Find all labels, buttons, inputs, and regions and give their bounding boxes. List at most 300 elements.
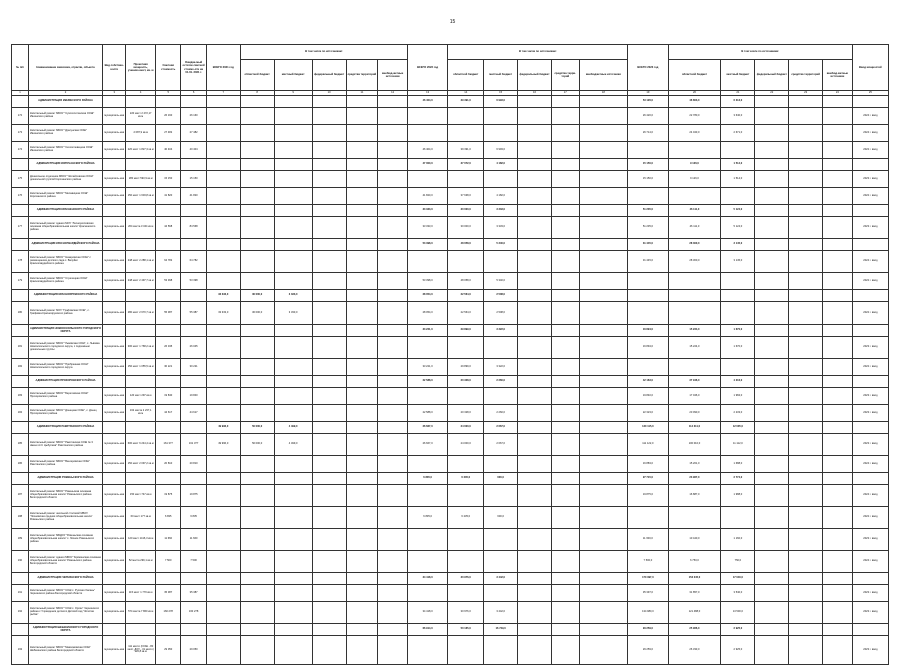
cell-local-2021 [274,573,312,585]
cell-territory-2021 [346,485,378,507]
cell-local-2023 [721,507,755,529]
cell-remaining-cost: 20 810 [181,456,206,473]
col-header-16: федеральный бюджет [518,60,552,91]
cell-local-2022: 4 182,0 [484,188,518,205]
cell-estimated-cost [156,473,181,485]
cell-ownership: муниципаль-ная [103,434,126,456]
cell-commissioning [852,325,888,337]
section-row [12,376,889,388]
cell-ownership: муниципаль-ная [103,602,126,624]
cell-total-2022: 26 667,0 [408,434,448,456]
cell-row-number: 193 [12,636,29,665]
cell-capacity: 115 мест 1 770 кв.м [126,585,156,602]
cell-federal-2021 [312,302,346,325]
cell-capacity [126,573,156,585]
cell-federal-2023 [755,217,789,239]
cell-commissioning: 2023 г. ввод [852,171,888,188]
cell-local-2021: 3 333,0 [274,302,312,325]
cell-regional-2022 [448,388,484,405]
cell-commissioning [852,573,888,585]
cell-regional-2023: 16 887,0 [668,485,721,507]
cell-estimated-cost: 15 150 [156,171,181,188]
cell-federal-2023 [755,205,789,217]
cell-row-number [12,624,29,636]
cell-regional-2022 [448,529,484,551]
section-row [12,239,889,251]
cell-row-number: 184 [12,405,29,422]
column-number: 1 [12,91,29,96]
cell-local-2021: 4 499,0 [274,434,312,456]
cell-commissioning: 2024 г. ввод [852,125,888,142]
cell-regional-2021 [240,159,274,171]
cell-local-2021 [274,529,312,551]
cell-regional-2023: 28 300,0 [668,239,721,251]
cell-territory-2021 [346,205,378,217]
cell-ownership: муниципаль-ная [103,388,126,405]
cell-local-2023: 2 671,0 [721,125,755,142]
cell-remaining-cost [181,96,206,108]
cell-regional-2023: 24 043,0 [668,125,721,142]
cell-local-2022: 600,0 [484,507,518,529]
cell-federal-2021 [312,239,346,251]
cell-territory-2022 [551,273,579,290]
cell-commissioning: 2024 г. ввод [852,251,888,273]
cell-territory-2023 [789,602,823,624]
cell-remaining-cost: 84 568 [181,217,206,239]
cell-estimated-cost: 27 482 [156,125,181,142]
cell-territory-2022 [551,142,579,159]
cell-row-number: 174 [12,142,29,159]
cell-regional-2023: 15 224,0 [668,337,721,359]
cell-regional-2021 [240,376,274,388]
cell-local-2023: 1 988,0 [721,485,755,507]
cell-regional-2022: 37 072,0 [448,159,484,171]
cell-federal-2021 [312,473,346,485]
cell-total-2023: 11 600,0 [628,529,668,551]
cell-total-2023: 7 500,0 [628,551,668,573]
cell-estimated-cost: 55 387 [156,302,181,325]
cell-object-name: АДМИНИСТРАЦИЯ РОВЕНЬСКОГО РАЙОНА [28,473,102,485]
table-row [12,359,889,376]
cell-capacity: 150 мест 747 кв.м [126,485,156,507]
cell-federal-2021 [312,217,346,239]
cell-total-2022 [408,456,448,473]
cell-ownership [103,624,126,636]
col-header-9: местный бюджет [274,60,312,91]
cell-estimated-cost: 26 160 [156,108,181,125]
cell-object-name: Капитальный ремонт МБОУ "Мелавицкая ООШ" Корочанского района [28,188,102,205]
cell-federal-2023 [755,573,789,585]
cell-commissioning [852,473,888,485]
table-row [12,551,889,573]
cell-local-2022: 2 508,0 [484,290,518,302]
table-row [12,456,889,473]
cell-local-2021 [274,359,312,376]
cell-territory-2022 [551,602,579,624]
cell-estimated-cost [156,205,181,217]
cell-extrabudget-2022 [579,337,628,359]
cell-total-2023: 26 420,0 [628,108,668,125]
cell-territory-2022 [551,376,579,388]
cell-local-2021 [274,171,312,188]
cell-capacity [126,624,156,636]
cell-extrabudget-2021 [378,159,408,171]
cell-territory-2021 [346,239,378,251]
cell-extrabudget-2021 [378,217,408,239]
cell-total-2021: 49 996,0 [206,434,240,456]
cell-regional-2022 [448,337,484,359]
cell-ownership: муниципаль-ная [103,171,126,188]
cell-territory-2023 [789,171,823,188]
cell-federal-2021 [312,376,346,388]
cell-total-2021 [206,217,240,239]
cell-regional-2021 [240,602,274,624]
column-number: 18 [579,91,628,96]
cell-remaining-cost: 55 387 [181,302,206,325]
cell-federal-2022 [518,485,552,507]
cell-territory-2021 [346,422,378,434]
column-number: 12 [378,91,408,96]
cell-commissioning: 2022 г. ввод [852,142,888,159]
cell-local-2023: 4 216,0 [721,376,755,388]
cell-regional-2022 [448,251,484,273]
cell-object-name: АДМИНИСТРАЦИЯ КОРОЧАНСКОГО РАЙОНА [28,159,102,171]
cell-total-2023 [628,507,668,529]
cell-remaining-cost: 19 875 [181,485,206,507]
cell-commissioning [852,290,888,302]
cell-total-2021 [206,171,240,188]
cell-total-2021: 33 333,0 [206,302,240,325]
cell-estimated-cost: 30 221 [156,359,181,376]
cell-ownership: муниципаль-ная [103,529,126,551]
cell-total-2022: 33 333,0 [408,205,448,217]
cell-remaining-cost [181,325,206,337]
cell-total-2021 [206,239,240,251]
cell-federal-2021 [312,290,346,302]
cell-remaining-cost: 40 404 [181,142,206,159]
cell-total-2023: 26 714,0 [628,125,668,142]
cell-territory-2021 [346,108,378,125]
cell-local-2023: 3 145,0 [721,251,755,273]
cell-object-name: Капитальный ремонт МБОУ "Донецкая ООШ", с. Донец Прохоровского района [28,405,102,422]
cell-regional-2023: 28 300,0 [668,251,721,273]
cell-federal-2021 [312,251,346,273]
cell-federal-2022 [518,302,552,325]
cell-local-2022: 3 322,0 [484,359,518,376]
cell-capacity: 220 мест 1 827,3 кв.м [126,142,156,159]
cell-extrabudget-2021 [378,473,408,485]
cell-object-name: Капитальный ремонт МБОУ "Ракитянская СОШ № 3 имени А.И. Цыбулева" Ракитянского района [28,434,102,456]
cell-extrabudget-2021 [378,456,408,473]
cell-regional-2023: 9 126,0 [668,171,721,188]
cell-territory-2021 [346,171,378,188]
cell-extrabudget-2022 [579,405,628,422]
cell-commissioning: 2024 г. ввод [852,485,888,507]
cell-extrabudget-2023 [823,485,853,507]
cell-estimated-cost: 64 782 [156,251,181,273]
col-header-25: Ввод мощностей [852,45,888,91]
cell-territory-2022 [551,188,579,205]
table-row [12,108,889,125]
cell-object-name: Капитальный ремонт школьной столовой МБОУ "Лозновская средняя общеобразовательная школа" Ровеньского района [28,507,102,529]
cell-local-2022 [484,337,518,359]
cell-extrabudget-2021 [378,171,408,188]
cell-local-2021 [274,217,312,239]
cell-extrabudget-2022 [579,205,628,217]
cell-object-name: Капитальный ремонт здания МБОУ "Ерёменская основная общеобразовательная школа" Ровеньского района Белгородской области [28,551,102,573]
column-number: 11 [346,91,378,96]
table-row [12,217,889,239]
cell-remaining-cost [181,376,206,388]
cell-ownership [103,205,126,217]
cell-capacity [126,473,156,485]
cell-row-number: 172 [12,108,29,125]
cell-territory-2021 [346,405,378,422]
cell-local-2021 [274,388,312,405]
cell-regional-2022 [448,585,484,602]
cell-regional-2021 [240,405,274,422]
cell-territory-2023 [789,217,823,239]
cell-territory-2023 [789,507,823,529]
cell-total-2022: 47 000,0 [408,159,448,171]
cell-capacity: 280 мест 593,9 кв.м [126,171,156,188]
cell-remaining-cost: 7 500 [181,551,206,573]
section-row [12,290,889,302]
cell-territory-2023 [789,290,823,302]
column-number: 8 [240,91,274,96]
cell-capacity: 300 мест 1 768,2 кв.м [126,337,156,359]
cell-territory-2022 [551,159,579,171]
cell-regional-2021 [240,473,274,485]
col-header-6: Ожидае-мый остаток сметной стоимо-сти на 01.01. 2021 г. [181,45,206,91]
cell-commissioning [852,624,888,636]
column-number: 15 [484,91,518,96]
cell-federal-2022 [518,573,552,585]
cell-territory-2022 [551,290,579,302]
cell-row-number [12,205,29,217]
column-number: 21 [721,91,755,96]
cell-estimated-cost: 53 398 [156,273,181,290]
cell-federal-2023 [755,108,789,125]
cell-remaining-cost: 15 150 [181,171,206,188]
cell-territory-2022 [551,96,579,108]
cell-regional-2023: 121 488,0 [668,602,721,624]
cell-total-2023: 27 715,0 [628,473,668,485]
cell-federal-2022 [518,473,552,485]
cell-row-number [12,290,29,302]
column-number: 22 [755,91,789,96]
cell-territory-2023 [789,108,823,125]
cell-territory-2023 [789,359,823,376]
cell-local-2021 [274,188,312,205]
cell-capacity: 220 мест 2 472,17 кв.м [126,108,156,125]
cell-local-2023: 5 124,0 [721,205,755,217]
cell-total-2021 [206,142,240,159]
cell-estimated-cost: 160 278 [156,602,181,624]
cell-local-2022: 3 333,0 [484,217,518,239]
table-row [12,434,889,456]
cell-object-name: Капитальный ремонт МБОУ "Прибрежная ООШ" Новооскольского городского округа [28,359,102,376]
cell-total-2021 [206,273,240,290]
cell-local-2022 [484,171,518,188]
cell-regional-2023 [668,359,721,376]
cell-federal-2023 [755,405,789,422]
cell-federal-2023 [755,485,789,507]
cell-row-number: 189 [12,529,29,551]
cell-remaining-cost: 64 782 [181,251,206,273]
cell-territory-2021 [346,290,378,302]
cell-regional-2022: 22 564,0 [448,302,484,325]
cell-ownership: муниципаль-ная [103,337,126,359]
cell-extrabudget-2022 [579,251,628,273]
cell-federal-2023 [755,624,789,636]
cell-extrabudget-2023 [823,188,853,205]
cell-capacity [126,159,156,171]
cell-remaining-cost [181,205,206,217]
cell-ownership: муниципаль-ная [103,456,126,473]
cell-local-2022: 2 667,0 [484,434,518,456]
cell-estimated-cost: 11 660 [156,529,181,551]
cell-total-2022 [408,108,448,125]
cell-total-2022: 46 404,0 [408,96,448,108]
cell-total-2021 [206,573,240,585]
cell-total-2021 [206,585,240,602]
cell-regional-2021 [240,188,274,205]
table-row [12,485,889,507]
cell-total-2023 [628,359,668,376]
cell-regional-2022: 20 328,0 [448,405,484,422]
cell-estimated-cost: 44 617 [156,405,181,422]
cell-object-name: Капитальный ремонт МБОУ "Береговская ООШ" Прохоровского района [28,388,102,405]
cell-territory-2023 [789,473,823,485]
cell-territory-2023 [789,125,823,142]
cell-local-2022 [484,551,518,573]
cell-local-2023 [721,302,755,325]
cell-total-2023: 29 259,0 [628,636,668,665]
cell-total-2021 [206,405,240,422]
cell-row-number: 173 [12,125,29,142]
cell-estimated-cost [156,325,181,337]
cell-commissioning: 2022 г. ввод [852,188,888,205]
cell-local-2023: 1 688,0 [721,456,755,473]
cell-federal-2023 [755,142,789,159]
cell-extrabudget-2023 [823,96,853,108]
cell-regional-2021 [240,359,274,376]
cell-local-2023: 13 500,0 [721,602,755,624]
cell-territory-2023 [789,337,823,359]
col-header-4: Проектная мощность, ученико-мест, кв. м [126,45,156,91]
cell-estimated-cost [156,573,181,585]
cell-federal-2022 [518,376,552,388]
cell-regional-2022 [448,125,484,142]
cell-total-2023: 51 235,0 [628,205,668,217]
cell-row-number: 178 [12,251,29,273]
cell-regional-2022 [448,171,484,188]
cell-extrabudget-2023 [823,602,853,624]
cell-regional-2022: 22 564,0 [448,290,484,302]
cell-regional-2021 [240,96,274,108]
cell-territory-2021 [346,125,378,142]
cell-extrabudget-2023 [823,325,853,337]
cell-commissioning: 2022 г. ввод [852,302,888,325]
cell-estimated-cost [156,422,181,434]
cell-ownership [103,159,126,171]
cell-ownership: муниципаль-ная [103,636,126,665]
cell-row-number: 183 [12,388,29,405]
cell-extrabudget-2022 [579,573,628,585]
cell-territory-2021 [346,273,378,290]
cell-local-2022 [484,585,518,602]
cell-extrabudget-2022 [579,302,628,325]
cell-estimated-cost: 7 500 [156,551,181,573]
table-row [12,125,889,142]
cell-row-number: 191 [12,585,29,602]
cell-capacity [126,325,156,337]
cell-local-2023: 2 925,0 [721,636,755,665]
cell-extrabudget-2023 [823,302,853,325]
cell-extrabudget-2023 [823,529,853,551]
cell-local-2022 [484,456,518,473]
cell-capacity: 150 мест 2 097,2 кв.м [126,456,156,473]
cell-regional-2023: 25 966,0 [668,624,721,636]
table-row [12,507,889,529]
cell-total-2022: 53 398,0 [408,239,448,251]
cell-territory-2022 [551,205,579,217]
cell-regional-2021 [240,205,274,217]
cell-remaining-cost [181,239,206,251]
cell-federal-2023 [755,473,789,485]
cell-federal-2022 [518,159,552,171]
cell-federal-2022 [518,96,552,108]
cell-regional-2022: 39 391,0 [448,142,484,159]
cell-federal-2023 [755,376,789,388]
cell-row-number: 181 [12,337,29,359]
cell-capacity: 150 мест 1 055,5 кв.м [126,359,156,376]
cell-regional-2022: 29 899,0 [448,325,484,337]
cell-extrabudget-2022 [579,159,628,171]
cell-estimated-cost: 40 404 [156,142,181,159]
cell-object-name: Капитальный ремонт МБОУ "Максимовская ООШ" Шебекинского района Белгородской области [28,636,102,665]
cell-estimated-cost [156,624,181,636]
cell-federal-2021 [312,485,346,507]
cell-local-2022: 6 993,0 [484,142,518,159]
cell-total-2022: 66 914,0 [408,624,448,636]
cell-ownership: муниципаль-ная [103,251,126,273]
column-number: 13 [408,91,448,96]
cell-capacity: 248 мест 2 288,1 кв.м [126,251,156,273]
cell-territory-2021 [346,573,378,585]
cell-federal-2022 [518,217,552,239]
cell-capacity: 264 места 3 344 кв.м [126,217,156,239]
column-number: 10 [312,91,346,96]
cell-total-2022: 26 667,0 [408,422,448,434]
cell-remaining-cost: 27 482 [181,125,206,142]
cell-remaining-cost: 11 660 [181,529,206,551]
column-number: 14 [448,91,484,96]
cell-territory-2021 [346,624,378,636]
cell-local-2022: 3 442,0 [484,602,518,624]
cell-ownership [103,422,126,434]
cell-local-2021 [274,273,312,290]
cell-row-number [12,422,29,434]
cell-territory-2021 [346,159,378,171]
cell-regional-2022 [448,485,484,507]
cell-federal-2023 [755,290,789,302]
cell-regional-2023 [668,188,721,205]
cell-remaining-cost [181,624,206,636]
cell-extrabudget-2021 [378,290,408,302]
cell-object-name: АДМИНИСТРАЦИЯ КРАСНЕНСКОГО РАЙОНА [28,205,102,217]
